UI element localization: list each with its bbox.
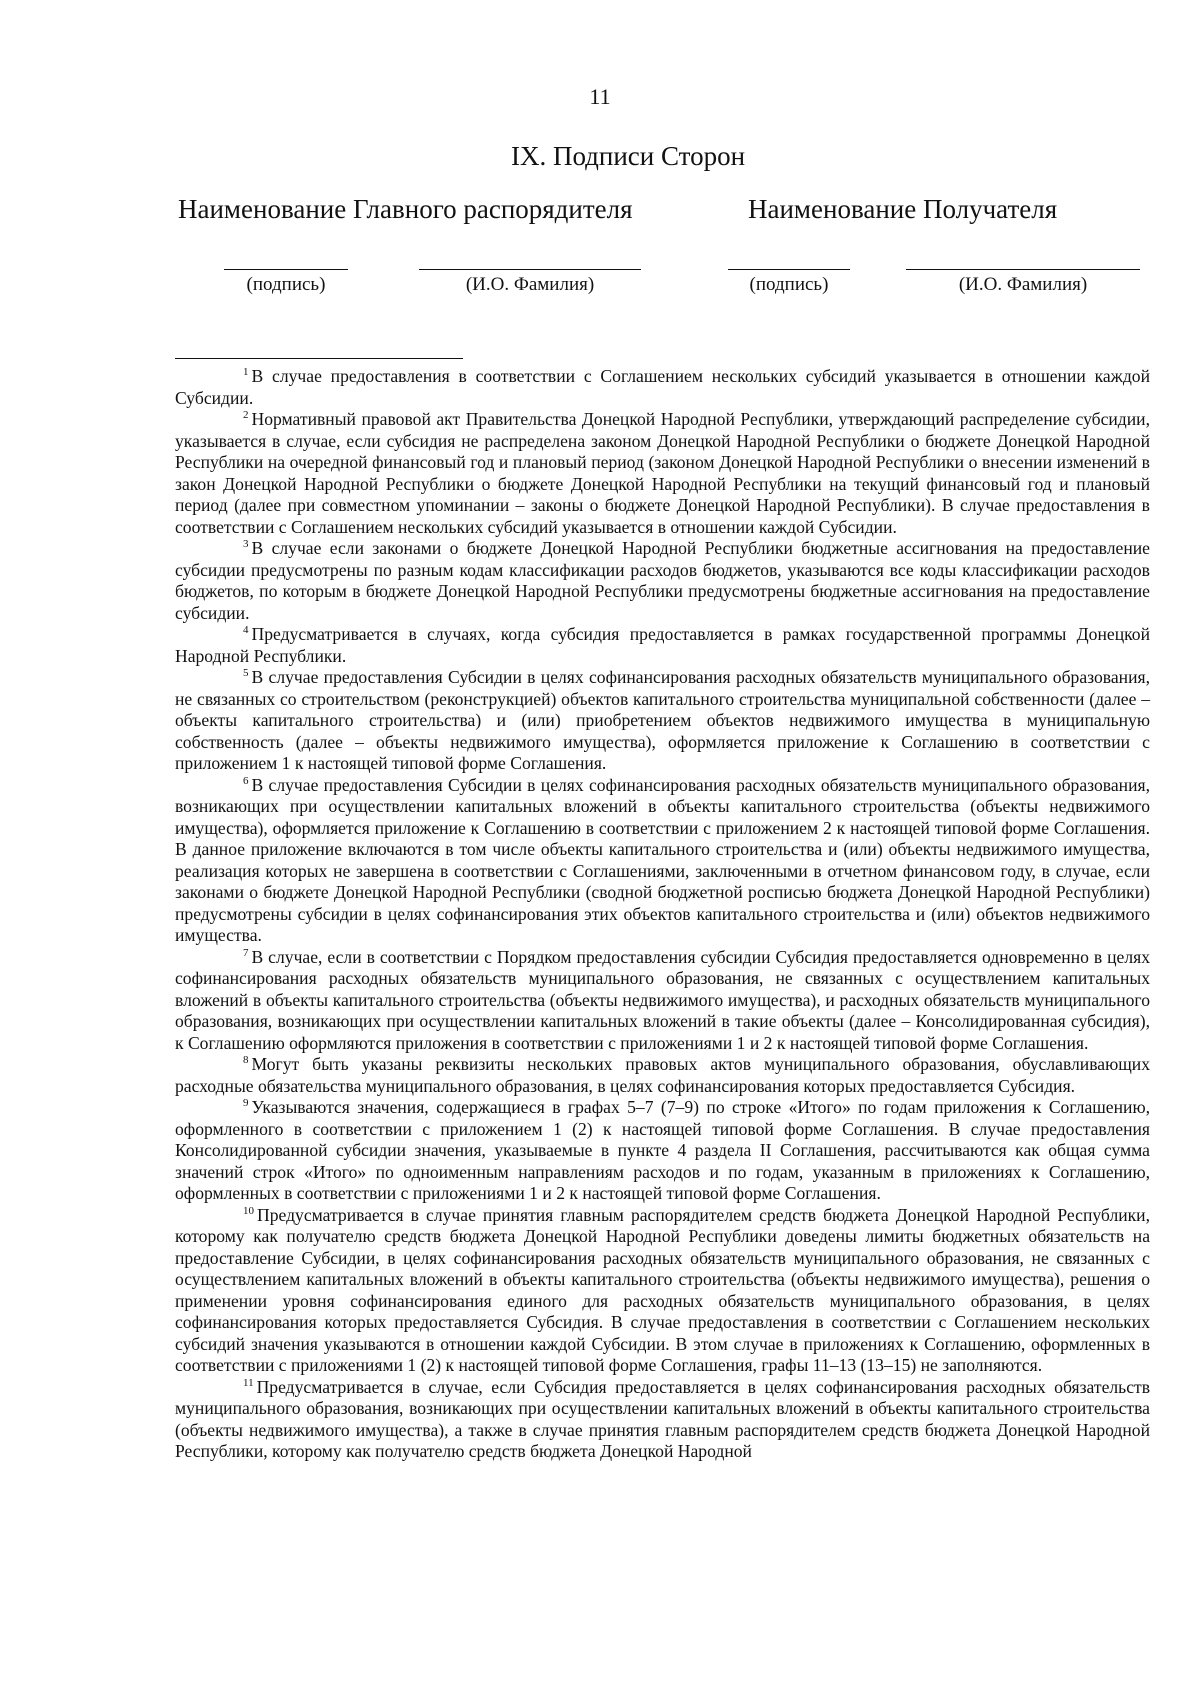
signature-line bbox=[906, 269, 1140, 270]
signature-block-right-sign bbox=[728, 269, 850, 296]
footnote-text: В случае предоставления в соответствии с Соглашением нескольких субсидий указывается в отношении каждой Субсидии. bbox=[175, 366, 1150, 408]
page-number: 11 bbox=[589, 84, 611, 109]
footnote bbox=[175, 667, 1150, 775]
signature-line bbox=[419, 269, 641, 270]
footnote-number: 3 bbox=[243, 538, 249, 551]
party-left-title: Наименование Главного распорядителя bbox=[178, 194, 633, 224]
footnote bbox=[175, 624, 1150, 667]
footnote bbox=[175, 1205, 1150, 1377]
footnote-text: Предусматривается в случаях, когда субсидия предоставляется в рамках государственной программы Донецкой Народной Республики. bbox=[175, 624, 1150, 666]
footnote-number: 9 bbox=[243, 1097, 249, 1110]
footnote bbox=[175, 409, 1150, 538]
signature-block-right-name bbox=[906, 269, 1140, 296]
footnote-text: Предусматривается в случае, если Субсидия предоставляется в целях софинансирования расходных обязательств муниципального образования, возникающих при осуществлении капитальных вложений в объекты капитального строительства (объекты недвижимого имущества), а также в случае принятия главным распорядителем средств бюджета Донецкой Народной Республики, которому как получателю средств бюджета Донецкой Народной bbox=[175, 1376, 1150, 1461]
footnotes-section bbox=[175, 366, 1150, 1463]
footnote bbox=[175, 538, 1150, 624]
footnote-number: 5 bbox=[243, 667, 249, 680]
footnote-text: В случае предоставления Субсидии в целях софинансирования расходных обязательств муниципального образования, возникающих при осуществлении капитальных вложений в объекты капитального строительства (объекты недвижимого имущества), оформляется приложение к Соглашению в соответствии с приложением 2 к настоящей типовой форме Соглашения. В данное приложение включаются в том числе объекты капитального строительства и (или) объекты недвижимого имущества, реализация которых не завершена в соответствии с Соглашениями, заключенными в отчетном финансовом году, в случае, если законами о бюджете Донецкой Народной Республики (сводной бюджетной росписью бюджета Донецкой Народной Республики) предусмотрены субсидии в целях софинансирования этих объектов капитального строительства и (или) объектов недвижимого имущества. bbox=[175, 774, 1150, 945]
footnote-separator bbox=[175, 358, 463, 359]
footnote-text: Предусматривается в случае принятия главным распорядителем средств бюджета Донецкой Народной Республики, которому как получателю средств бюджета Донецкой Народной Республики доведены лимиты бюджетных обязательств на предоставление Субсидии, в целях софинансирования расходных обязательств муниципального образования, не связанных с осуществлением капитальных вложений в объекты капитального строительства (объекты недвижимого имущества), решения о применении уровня софинансирования единого для расходных обязательств муниципального образования, в целях софинансирования которых предоставляется Субсидия. В случае предоставления в соответствии с Соглашением нескольких субсидий значения указываются в отношении каждой Субсидии. В этом случае в приложениях к Соглашению, оформленных в соответствии с приложениями 1 (2) к настоящей типовой форме Соглашения, графы 11–13 (13–15) не заполняются. bbox=[175, 1204, 1150, 1375]
footnote bbox=[175, 366, 1150, 409]
footnote-text: Нормативный правовой акт Правительства Донецкой Народной Республики, утверждающий распределение субсидии, указывается в случае, если субсидия не распределена законом Донецкой Народной Республики о бюджете Донецкой Народной Республики на очередной финансовый год и плановый период (законом Донецкой Народной Республики о внесении изменений в закон Донецкой Народной Республики о бюджете Донецкой Народной Республики на текущий финансовый год и плановый период (далее при совместном упоминании – законы о бюджете Донецкой Народной Республики). В случае предоставления в соответствии с Соглашением нескольких субсидий указывается в отношении каждой Субсидии. bbox=[175, 409, 1150, 537]
footnote-number: 8 bbox=[243, 1054, 249, 1067]
footnote-number: 2 bbox=[243, 409, 249, 422]
signature-caption: (И.О. Фамилия) bbox=[465, 274, 595, 295]
footnote-text: В случае, если в соответствии с Порядком предоставления субсидии Субсидия предоставляется одновременно в целях софинансирования расходных обязательств муниципального образования, не связанных с осуществлением капитальных вложений в объекты капитального строительства (объекты недвижимого имущества), и расходных обязательств муниципального образования, возникающих при осуществлении капитальных вложений в такие объекты (далее – Консолидированная субсидия), к Соглашению оформляются приложения в соответствии с приложениями 1 и 2 к настоящей типовой форме Соглашения. bbox=[175, 946, 1150, 1053]
footnote-text: Указываются значения, содержащиеся в графах 5–7 (7–9) по строке «Итого» по годам приложения к Соглашению, оформленного в соответствии с приложением 1 (2) к настоящей типовой форме Соглашения. В случае предоставления Консолидированной субсидии значения, указываемые в пункте 4 раздела II Соглашения, рассчитываются как общая сумма значений строк «Итого» по одноименным направлениям расходов и по годам, указанным в приложениях к Соглашению, оформленных в соответствии с приложениями 1 и 2 к настоящей типовой форме Соглашения. bbox=[175, 1097, 1150, 1203]
footnote-text: В случае если законами о бюджете Донецкой Народной Республики бюджетные ассигнования на предоставление субсидии предусмотрены по разным кодам классификации расходов бюджетов, указываются все коды классификации расходов бюджетов, по которым в бюджете Донецкой Народной Республики предусмотрены бюджетные ассигнования на предоставление субсидии. bbox=[175, 538, 1150, 623]
footnote bbox=[175, 1054, 1150, 1097]
footnote-number: 6 bbox=[243, 774, 249, 787]
footnote bbox=[175, 775, 1150, 947]
footnote bbox=[175, 1377, 1150, 1463]
footnote-number: 1 bbox=[243, 366, 249, 379]
footnote-text: В случае предоставления Субсидии в целях софинансирования расходных обязательств муниципального образования, не связанных со строительством (реконструкцией) объектов капитального строительства муниципальной собственности (далее – объекты капитального строительства) и (или) приобретением объектов недвижимого имущества в муниципальную собственность (далее – объекты недвижимого имущества), оформляется приложение к Соглашению в соответствии с приложением 1 к настоящей типовой форме Соглашения. bbox=[175, 667, 1150, 773]
footnote-number: 7 bbox=[243, 946, 249, 959]
section-title: IX. Подписи Сторон bbox=[510, 141, 746, 171]
signature-block-left-name bbox=[419, 269, 641, 296]
footnote bbox=[175, 1097, 1150, 1205]
signature-caption: (И.О. Фамилия) bbox=[958, 274, 1088, 295]
footnote-number: 10 bbox=[243, 1204, 254, 1217]
footnote-text: Могут быть указаны реквизиты нескольких правовых актов муниципального образования, обуславливающих расходные обязательства муниципального образования, в целях софинансирования которых предоставляется Субсидия. bbox=[175, 1054, 1150, 1096]
signature-caption: (подпись) bbox=[246, 274, 326, 295]
party-right-title: Наименование Получателя bbox=[748, 194, 1058, 224]
footnote-number: 4 bbox=[243, 624, 249, 637]
signature-line bbox=[728, 269, 850, 270]
footnote-number: 11 bbox=[243, 1376, 254, 1389]
signature-caption: (подпись) bbox=[749, 274, 829, 295]
signature-line bbox=[224, 269, 348, 270]
footnote bbox=[175, 947, 1150, 1055]
signature-block-left-sign bbox=[224, 269, 348, 296]
